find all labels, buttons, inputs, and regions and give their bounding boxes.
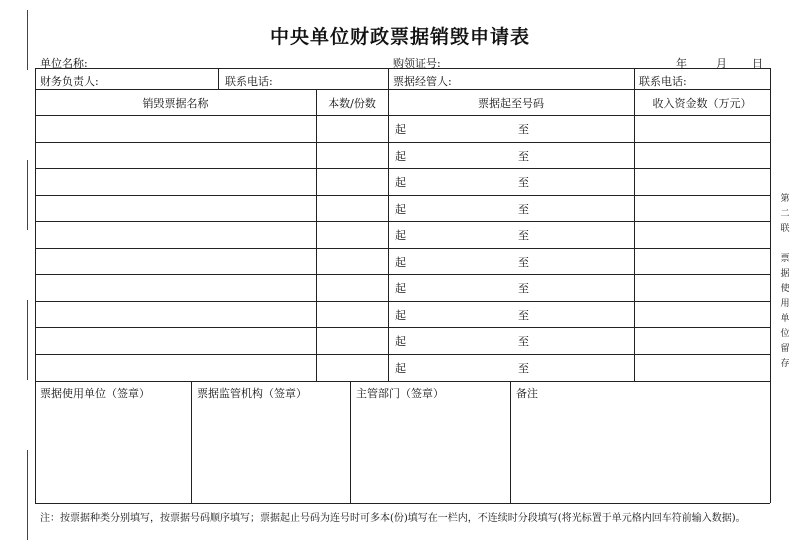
serial-to-label: 至	[518, 123, 529, 136]
serial-to-label: 至	[518, 203, 529, 216]
serial-to-label: 至	[518, 176, 529, 189]
remarks-label: 备注	[516, 387, 538, 400]
serial-to-label: 至	[518, 362, 529, 375]
supervisor-signature-label: 票据监管机构（签章）	[197, 387, 307, 400]
column-header-serial-range: 票据起至号码	[478, 97, 544, 110]
table-line	[388, 68, 389, 381]
table-line	[510, 381, 511, 503]
binding-margin-mark	[27, 160, 28, 230]
side-label-char: 据	[780, 269, 790, 279]
serial-from-label: 起	[395, 309, 406, 322]
side-label-char: 二	[780, 209, 790, 219]
form-table	[35, 68, 770, 503]
binding-margin-mark	[27, 300, 28, 380]
side-label-char: 留	[780, 344, 790, 354]
table-border-right	[770, 68, 771, 503]
user-unit-signature-label: 票据使用单位（签章）	[40, 387, 150, 400]
table-line	[35, 274, 770, 275]
serial-from-label: 起	[395, 176, 406, 189]
table-line	[35, 381, 770, 382]
table-line	[35, 301, 770, 302]
footnote: 注：按票据种类分别填写，按票据号码顺序填写；票据起止号码为连号时可多本(份)填写在一栏内，不连续时分段填写(将光标置于单元格内回车符前输入数据)。	[40, 513, 746, 524]
side-label-char: 联	[780, 224, 790, 234]
table-line	[191, 381, 192, 503]
table-line	[35, 354, 770, 355]
serial-to-label: 至	[518, 229, 529, 242]
serial-from-label: 起	[395, 229, 406, 242]
column-header-count: 本数/份数	[328, 97, 376, 110]
side-label-char: 使	[780, 284, 790, 294]
serial-to-label: 至	[518, 282, 529, 295]
year-label: 年	[676, 57, 687, 70]
binding-margin-mark	[27, 10, 28, 70]
serial-from-label: 起	[395, 335, 406, 348]
day-label: 日	[752, 57, 763, 70]
month-label: 月	[716, 57, 727, 70]
column-header-bill-name: 销毁票据名称	[142, 97, 209, 110]
serial-from-label: 起	[395, 282, 406, 295]
serial-to-label: 至	[518, 150, 529, 163]
serial-from-label: 起	[395, 203, 406, 216]
table-line	[35, 195, 770, 196]
phone-label: 联系电话:	[225, 75, 273, 88]
table-line	[35, 89, 770, 90]
serial-to-label: 至	[518, 256, 529, 269]
side-label-char: 用	[780, 299, 790, 309]
table-border-top	[35, 68, 770, 69]
finance-head-label: 财务负责人:	[40, 75, 99, 88]
table-line	[35, 115, 770, 116]
side-label-char: 票	[780, 254, 790, 264]
table-line	[350, 381, 351, 503]
form-title: 中央单位财政票据销毁申请表	[269, 26, 530, 48]
authority-signature-label: 主管部门（签章）	[356, 387, 444, 400]
table-line	[316, 89, 317, 381]
binding-margin-mark	[27, 450, 28, 540]
table-line	[35, 168, 770, 169]
purchase-cert-label: 购领证号:	[393, 57, 441, 70]
table-border-bottom	[35, 503, 770, 504]
serial-from-label: 起	[395, 362, 406, 375]
table-line	[35, 142, 770, 143]
table-border-left	[35, 68, 36, 503]
table-line	[634, 68, 635, 381]
table-line	[218, 68, 219, 89]
side-label-char: 第	[780, 194, 790, 204]
serial-to-label: 至	[518, 309, 529, 322]
side-label-char: 位	[780, 329, 790, 339]
serial-from-label: 起	[395, 150, 406, 163]
unit-name-label: 单位名称:	[40, 57, 88, 70]
column-header-income: 收入资金数（万元）	[652, 97, 752, 110]
serial-from-label: 起	[395, 123, 406, 136]
side-label-char: 存	[780, 359, 790, 369]
table-line	[35, 221, 770, 222]
table-line	[35, 248, 770, 249]
side-label-char: 单	[780, 314, 790, 324]
phone-label: 联系电话:	[639, 75, 687, 88]
serial-to-label: 至	[518, 335, 529, 348]
serial-from-label: 起	[395, 256, 406, 269]
table-line	[35, 327, 770, 328]
bill-manager-label: 票据经管人:	[393, 75, 452, 88]
